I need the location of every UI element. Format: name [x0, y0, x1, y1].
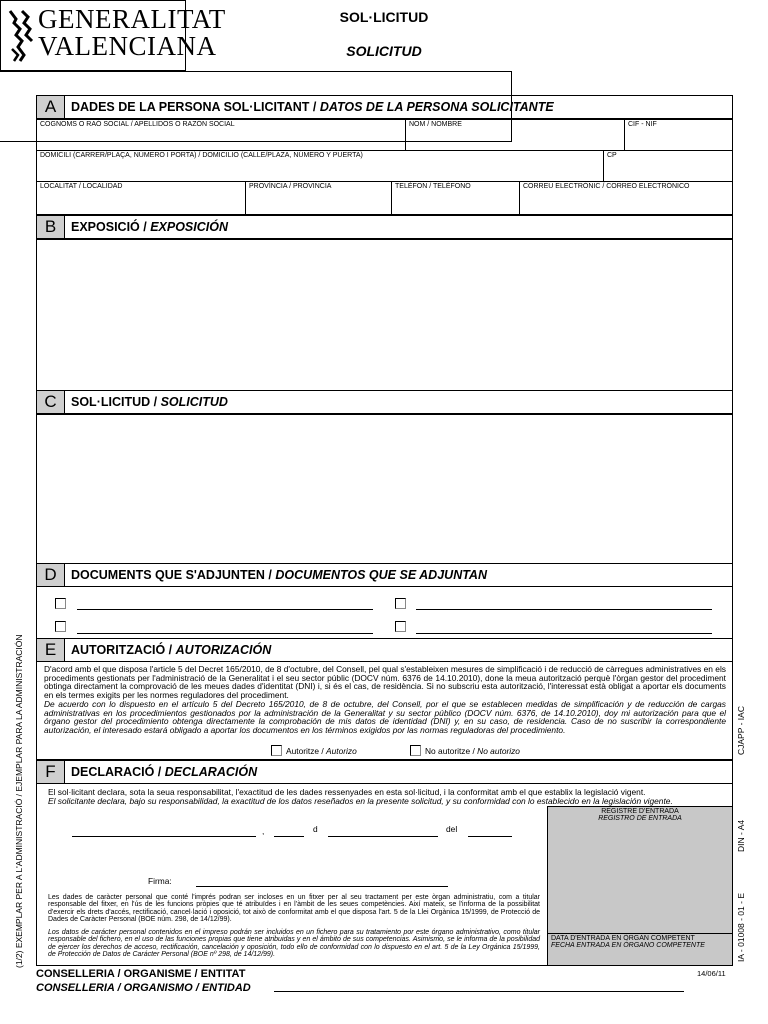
cp-field[interactable]: CP — [603, 150, 733, 182]
section-title: DOCUMENTS QUE S'ADJUNTEN / DOCUMENTOS QUE SE ADJUNTAN — [71, 568, 487, 582]
exposicion-textarea[interactable] — [36, 239, 733, 391]
declaracion-text-es: El solicitante declara, bajo su responsabilidad, la exactitud de los datos reseñados en la presente solicitud, y su conformidad con lo establecido en la legislación vigente. — [48, 796, 673, 806]
section-title: DECLARACIÓ / DECLARACIÓN — [71, 765, 258, 779]
section-letter: B — [37, 216, 65, 238]
document-checkbox-1[interactable] — [55, 598, 66, 609]
title-valencian: SOL·LICITUD — [339, 9, 429, 25]
document-line-1[interactable] — [77, 609, 373, 610]
logo-text: GENERALITAT VALENCIANA — [38, 4, 226, 61]
section-letter: E — [37, 639, 65, 661]
solicitud-textarea[interactable] — [36, 414, 733, 564]
correo-field[interactable]: CORREU ELECTRÒNIC / CORREO ELECTRÓNICO — [519, 181, 733, 215]
document-checkbox-2[interactable] — [395, 598, 406, 609]
nombre-field[interactable]: NOM / NOMBRE — [405, 119, 625, 151]
document-checkbox-3[interactable] — [55, 621, 66, 632]
declaracion-text-val: El sol·licitant declara, sota la seua responsabilitat, l'exactitud de les dades ressenyades en esta sol·licitud, i la conformitat amb el que establix la legislació vigent. — [48, 787, 646, 797]
document-checkbox-4[interactable] — [395, 621, 406, 632]
section-letter: F — [37, 761, 65, 783]
section-letter: C — [37, 391, 65, 413]
title-spanish: SOLICITUD — [346, 43, 422, 59]
lopd-text-es: Los datos de carácter personal contenidos en el impreso podrán ser incluidos en un fichero para su tratamiento por este órgano administrativo, como titular responsable del fichero, en el uso de las funciones propias que tiene atribuidas y en el ámbito de sus competencias. Asimismo, se le informa de la posibilidad de ejercer los derechos de acceso, rectificación, cancelación y oposición, todo ello de conformidad con lo dispuesto en el art. 5 de la Ley Orgánica 15/1999, de Protección de Datos de Carácter Personal (BOE nº 298, de 14/12/99). — [48, 929, 540, 958]
telefono-field[interactable]: TELÈFON / TELÉFONO — [391, 181, 520, 215]
autorizo-label: Autoritze / Autorizo — [286, 746, 357, 756]
fecha-entrada-box: DATA D'ENTRADA EN ÒRGAN COMPETENT FECHA ENTRADA EN ÓRGANO COMPETENTE — [547, 933, 733, 966]
autorizo-checkbox[interactable] — [271, 745, 282, 756]
month-line[interactable] — [328, 836, 438, 837]
document-line-3[interactable] — [77, 633, 373, 634]
day-line[interactable] — [274, 836, 304, 837]
firma-label: Firma: — [148, 876, 172, 886]
section-f-header — [36, 760, 733, 784]
apellidos-field[interactable]: COGNOMS O RAÓ SOCIAL / APELLIDOS O RAZÓN SOCIAL — [36, 119, 406, 151]
section-e-header — [36, 638, 733, 662]
cif-field[interactable]: CIF - NIF — [624, 119, 733, 151]
autorizacion-text-val: D'acord amb el que disposa l'article 5 del Decret 165/2010, de 8 d'octubre, del Consell, pel qual s'estableixen mesures de simplificació i de reducció de càrregues administratives en els procediments gestionats per l'administració de la Generalitat i el seu sector públic (DOCV núm. 6376 de 14.10.2010), done la meua autorització perquè l'òrgan gestor del procediment obtinga directament la comprovació de les meues dades d'identitat (DNI) i, si és el cas, de residència. Si no subscriu esta autorització, l'interessat està obligat a aportar els documents en els termes exigits per les normes reguladores del procediment. — [44, 664, 726, 700]
side-code-ia: IA - 01008 - 01 - E — [736, 893, 746, 962]
section-title: AUTORITZACIÓ / AUTORIZACIÓN — [71, 643, 272, 657]
domicilio-field[interactable]: DOMICILI (CARRER/PLAÇA, NÚMERO I PORTA) / DOMICILIO (CALLE/PLAZA, NÚMERO Y PUERTA) — [36, 150, 604, 182]
section-letter: A — [37, 96, 65, 118]
localidad-field[interactable]: LOCALITAT / LOCALIDAD — [36, 181, 246, 215]
provincia-field[interactable]: PROVÍNCIA / PROVINCIA — [245, 181, 392, 215]
comma-text: , — [262, 826, 265, 836]
conselleria-es: CONSELLERIA / ORGANISMO / ENTIDAD — [36, 982, 251, 994]
no-autorizo-checkbox[interactable] — [410, 745, 421, 756]
year-line[interactable] — [468, 836, 512, 837]
lopd-text-val: Les dades de caràcter personal que conté l'imprés podran ser incloses en un fitxer per al seu tractament per este òrgan administratiu, com a titular responsable del fitxer, en l'ús de les funcions pròpies que té atribuïdes i en l'àmbit de les seues competències. Així mateix, se l'informa de la possibilitat d'exercir els drets d'accés, rectificació, cancel·lació i oposició, tot això de conformitat amb el que disposa l'art. 5 de la Llei Orgànica 15/1999, de Protecció de Dades de Caràcter Personal (BOE núm. 298, de 14/12/99). — [48, 894, 540, 923]
registro-entrada-box: REGISTRE D'ENTRADA REGISTRO DE ENTRADA — [547, 806, 733, 934]
section-title: DADES DE LA PERSONA SOL·LICITANT / DATOS DE LA PERSONA SOLICITANTE — [71, 100, 554, 114]
side-exemplar-text: (1/2) EXEMPLAR PER A L'ADMINISTRACIÓ / EJEMPLAR PARA LA ADMINISTRACIÓN — [14, 634, 24, 968]
section-d-header — [36, 563, 733, 587]
conselleria-val: CONSELLERIA / ORGANISME / ENTITAT — [36, 968, 246, 980]
place-line[interactable] — [72, 836, 256, 837]
d-text: d — [313, 824, 318, 834]
section-a-header — [36, 95, 733, 119]
firma-line[interactable] — [196, 886, 448, 887]
section-b-header — [36, 215, 733, 239]
section-title: SOL·LICITUD / SOLICITUD — [71, 395, 228, 409]
section-letter: D — [37, 564, 65, 586]
autorizacion-text-es: De acuerdo con lo dispuesto en el artículo 5 del Decreto 165/2010, de 8 de octubre, del Consell, por el que se establecen medidas de simplificación y de reducción de cargas administrativas en los procedimientos gestionados por la administración de la Generalitat y su sector público (DOCV núm. 6376, de 14.10.2010), doy mi autorización para que el órgano gestor del procedimiento obtenga directamente la comprobación de mis datos de identidad (DNI) y, en su caso, de residencia. Caso de no suscribir la correspondiente autorización, el interesado estará obligado a aportar los documentos en los términos exigidos por las normas reguladoras del procedimiento. — [44, 699, 726, 735]
no-autorizo-label: No autoritze / No autorizo — [425, 746, 520, 756]
section-title: EXPOSICIÓ / EXPOSICIÓN — [71, 220, 228, 234]
side-code-cjapp: CJAPP - IAC — [736, 706, 746, 755]
document-line-4[interactable] — [416, 633, 712, 634]
conselleria-line[interactable] — [274, 991, 684, 992]
footer-date: 14/06/11 — [697, 969, 726, 978]
document-line-2[interactable] — [416, 609, 712, 610]
section-c-header — [36, 390, 733, 414]
side-code-din: DIN - A4 — [736, 819, 746, 852]
documents-area — [36, 587, 733, 639]
del-text: del — [446, 824, 458, 834]
